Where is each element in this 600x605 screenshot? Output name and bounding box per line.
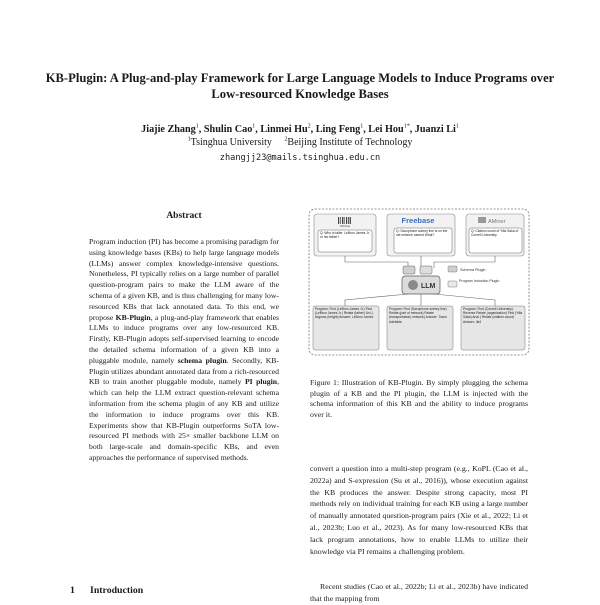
figure-1	[308, 208, 530, 356]
freebase-logo: Freebase	[401, 216, 435, 225]
pi-plugin-legend-icon	[448, 281, 457, 287]
question-text: Q: Citation count of Yilla Saka of Cornell University	[471, 229, 519, 237]
aminer-logo-icon	[478, 217, 486, 223]
affiliations: $^1$Tsinghua University $^2$Beijing Institute of Technology	[187, 136, 413, 148]
figure-diagram	[308, 208, 530, 356]
pi-plugin-label: Program Induction Plugin	[459, 279, 500, 283]
author: Linmei Hu$^2$	[260, 123, 311, 135]
brain-icon	[408, 280, 418, 290]
schema-plugin-icon	[420, 266, 432, 274]
llm-label: LLM	[421, 283, 436, 290]
program-text: Program: Find (Saxophone subrey line) Relate (part of network) Relate (transportation) network) Answer: Trans Adelaide	[389, 307, 447, 324]
body-paragraph: Recent studies (Cao et al., 2022b; Li et al., 2023b) have indicated that the mapping from	[310, 582, 528, 603]
schema-plugin-icon	[403, 266, 415, 274]
author: Shulin Cao$^1$	[203, 123, 256, 135]
affiliation: Tsinghua University	[190, 137, 272, 148]
affiliation: Beijing Institute of Technology	[287, 137, 413, 148]
section-heading: 1 Introduction	[70, 585, 144, 596]
aminer-logo: AMiner	[488, 219, 506, 225]
schema-plugin-label: Schema Plugin	[460, 268, 486, 272]
author: Ling Feng$^1$	[315, 123, 364, 135]
program-text: Program: Find (LeBron James Jr.) Find (LeBron James Jr.) Relate (father) Uni.) Argmax (height) Answer: LeBron James	[315, 307, 374, 320]
question-text: Q: Who is taller, LeBron James Jr. or his father?	[320, 231, 370, 239]
author: Jiajie Zhang$^1$	[141, 123, 199, 135]
author: Lei Hou$^{1*}$	[368, 123, 410, 135]
source-name: Wikidata	[340, 225, 350, 228]
body-paragraph: convert a question into a multi-step program (e.g., KoPL (Cao et al., 2022a) and S-expression (Su et al., 2016)), whose execution against the KB produces the answer. Despite strong capacity, most PI methods rely on individual training for each KB using a large number of manually annotated question-program pairs (Xie et al., 2022; Li et al., 2023b; Luo et al., 2023). As for many low-resourced KBs that lack program annotations, how to enable LLMs to utilize their knowledge via PI remains a challenging problem.	[310, 464, 528, 556]
program-text: Program: Find (Cornell University) Reverse Relate (organization) Find (Yilla Saka) Anal.) Relate (citation count) Answer: 4k4	[463, 307, 523, 324]
figure-caption: Figure 1: Illustration of KB-Plugin. By simply plugging the schema plugin of a KB and the PI plugin, the LLM is injected with the schema information of this KB and the ability to induce programs over it.	[310, 378, 528, 419]
schema-plugin-legend-icon	[448, 266, 457, 272]
abstract-heading: Abstract	[166, 211, 202, 221]
author-email: zhangjj23@mails.tsinghua.edu.cn	[219, 153, 381, 163]
abstract-body: Program induction (PI) has become a promising paradigm for using knowledge bases (KBs) to help large language models (LLMs) answer complex knowledge-intensive questions. Nonetheless, PI typically relies on a large number of parallel question-program pairs to make the LLM aware of the schema of a given KB, and is thus challenging for many low-resourced KBs that lack annotated data. To this end, we propose KB-Plugin, a plug-and-play framework that enables LLMs to induce programs over any low-resourced KB. Firstly, KB-Plugin adopts self-supervised learning to encode the detailed schema information of a given KB into a pluggable module, namely schema plugin. Secondly, KB-Plugin utilizes abundant annotated data from a rich-resourced KB to train another pluggable module, namely PI plugin, which can help the LLM extract question-relevant schema information from the schema plugin of any KB and utilize the information to induce programs over this KB. Experiments show that KB-Plugin outperforms SoTA low-resourced PI methods with 25× smaller backbone LLM on both large-scale and domain-specific KBs, and even approaches the performance of supervised methods.	[89, 237, 279, 462]
paper-title: KB-Plugin: A Plug-and-play Framework for Large Language Models to Induce Programs over Low-resourced Knowledge Bases	[45, 71, 555, 101]
author-list: Jiajie Zhang$^1$, Shulin Cao$^1$, Linmei Hu$^2$, Ling Feng$^1$, Lei Hou$^{1*}$, Juanzi Li$^1$	[141, 123, 459, 135]
question-text: Q: Saxophone subrey line is on the rail network named What?	[396, 229, 448, 237]
author: Juanzi Li$^1$	[414, 123, 459, 135]
